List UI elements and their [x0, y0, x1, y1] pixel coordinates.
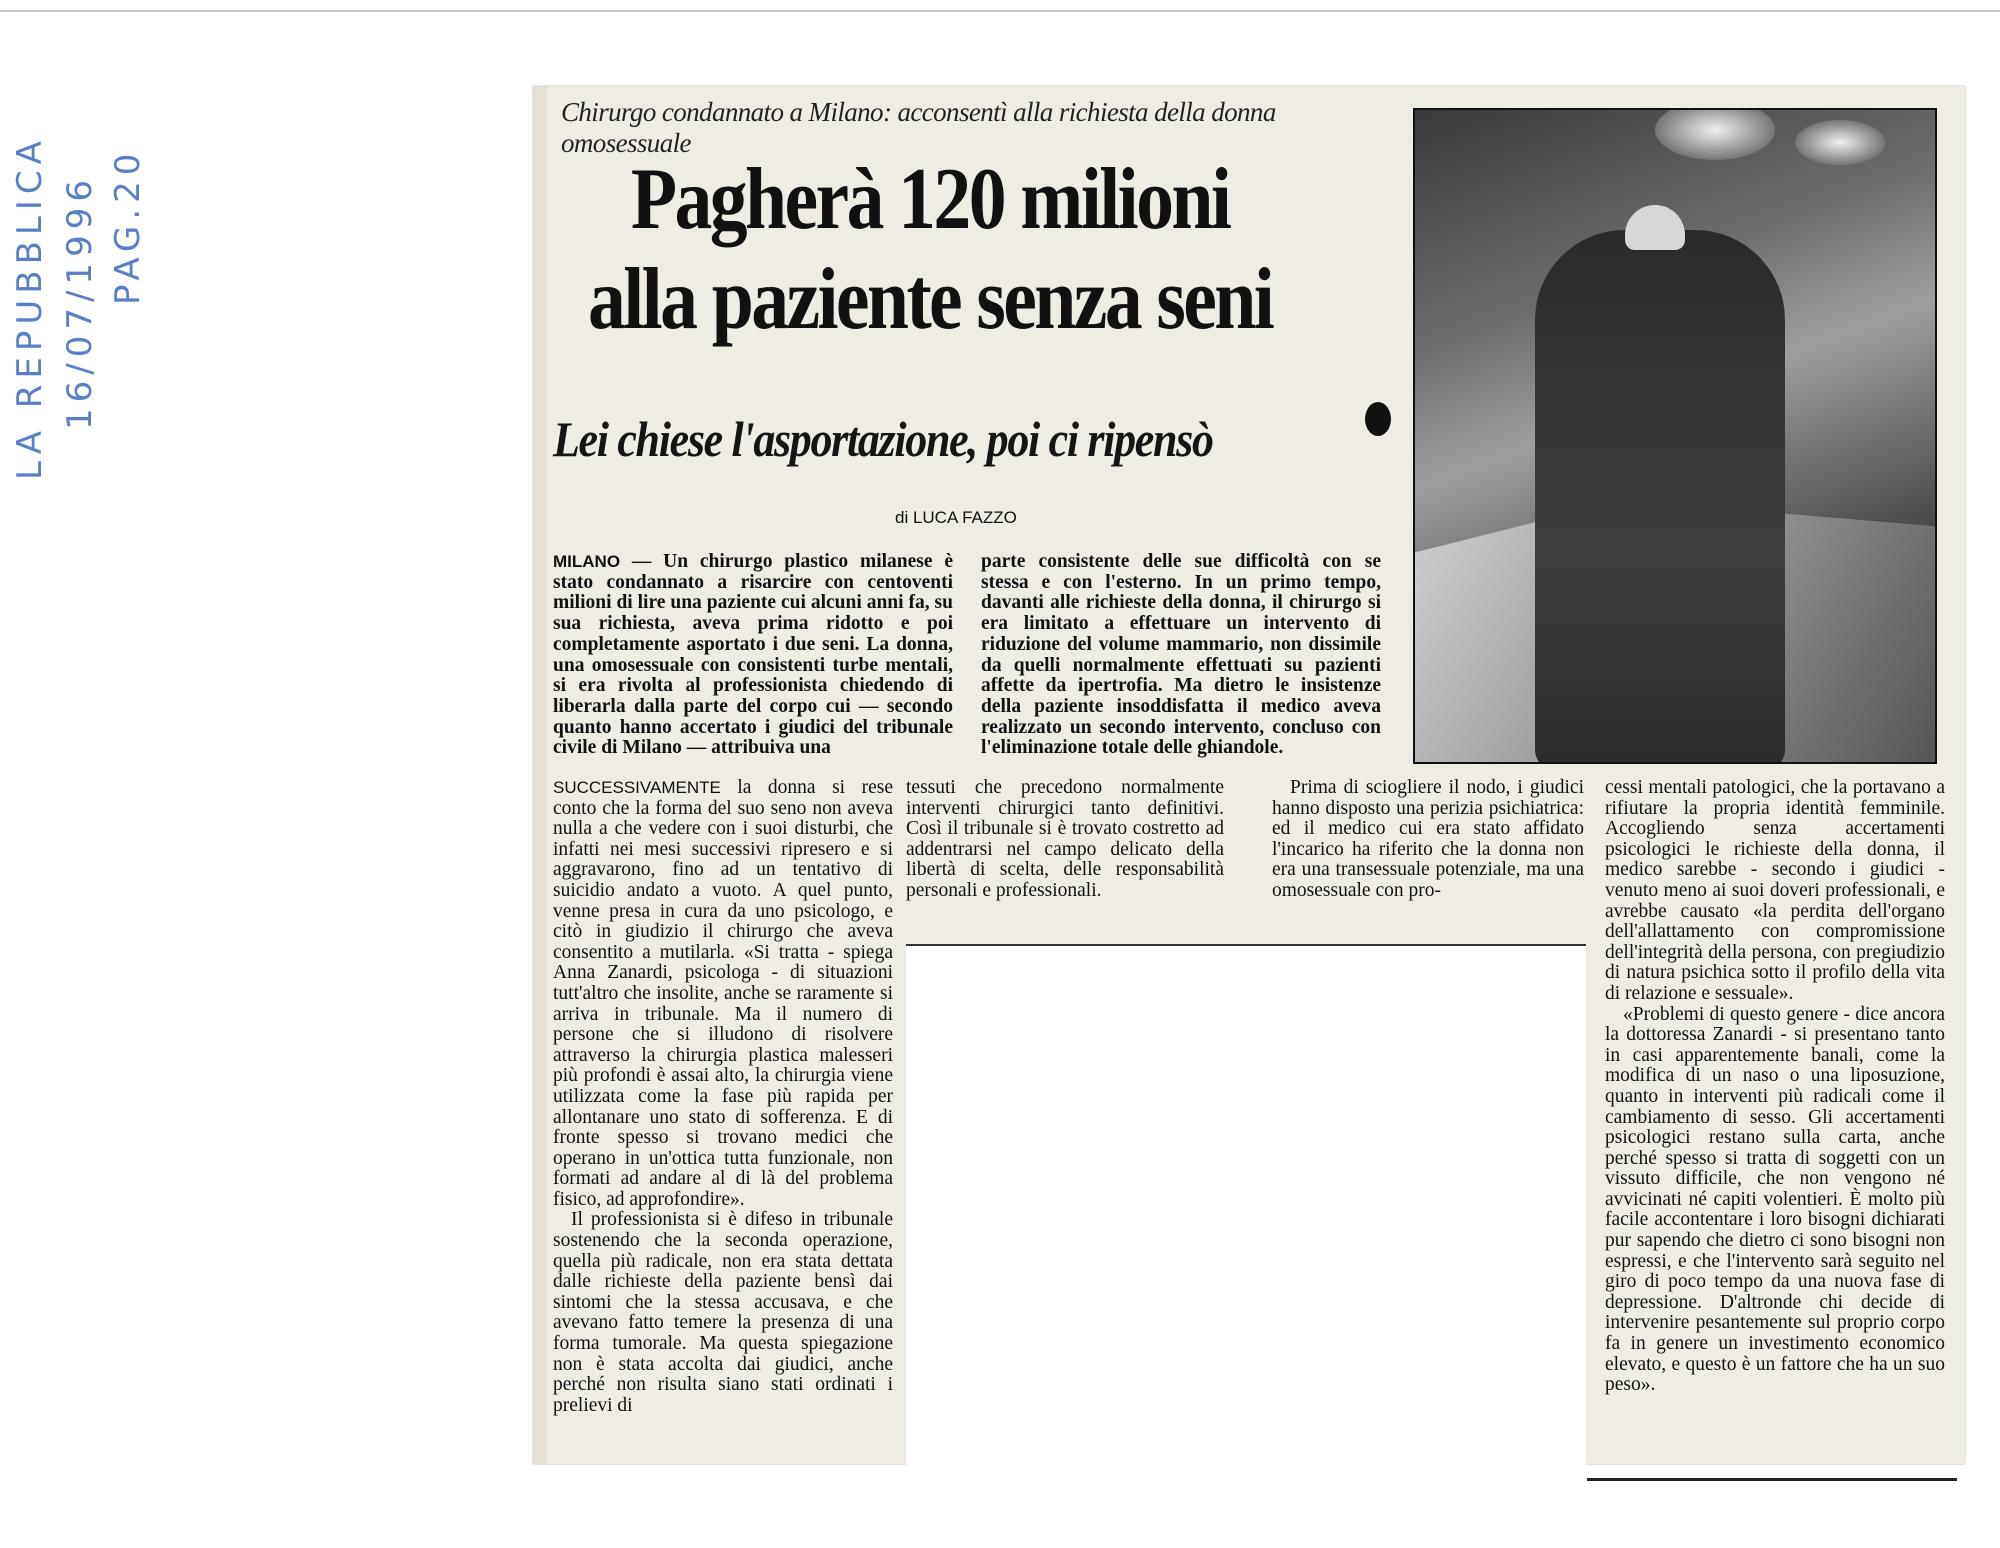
- headline-line-2: alla paziente senza seni: [587, 251, 1273, 348]
- article-headline: [556, 150, 1304, 350]
- body-paragraph: tessuti che precedono normalmente interventi chirurgici tanto definitivi. Così il tribunale si è trovato costretto ad addentrarsi nel campo delicato della libertà di scelta, delle responsabilità personali e professionali.: [906, 777, 1224, 901]
- surgeon-figure: [1535, 230, 1785, 764]
- annotation-page: PAG.20: [108, 147, 148, 305]
- handwritten-annotation: [10, 45, 160, 480]
- body-column-1: [553, 778, 893, 1416]
- annotation-date: 16/07/1996: [60, 174, 100, 430]
- column-end-rule: [1587, 1478, 1957, 1481]
- body-paragraph: «Problemi di questo genere - dice ancora la dottoressa Zanardi - si presentano tanto in casi apparentemente banali, come la modifica di un naso o una liposuzione, quanto in interventi più radicali come il cambiamento di sesso. Gli accertamenti psicologici restano sulla carta, anche perché spesso si tratta di soggetti con un vissuto difficile, che non vengono né avvicinati né capiti volentieri. È molto più facile accontentare i loro bisogni dichiarati pur sapendo che dietro ci sono bisogni non espressi, e che l'intervento sarà seguito nel giro di poco tempo da una nuova fase di depressione. D'altronde chi decide di intervenire pesantemente sul proprio corpo fa in genere un investimento economico elevato, e questo è un fattore che ha un suo peso».: [1605, 1003, 1945, 1396]
- body-paragraph: SUCCESSIVAMENTE la donna si rese conto che la forma del suo seno non aveva nulla a che vedere con i suoi disturbi, che infatti nei mesi successivi ripresero e si aggravarono, fino ad un tentativo di suicidio andato a vuoto. A quel punto, venne presa in cura da uno psicologo, e citò in giudizio il chirurgo che aveva consentito a mutilarla. «Si tratta - spiega Anna Zanardi, psicologa - di situazioni tutt'altro che insolite, anche se raramente si arriva in tribunale. Ma il numero di persone che si illudono di risolvere attraverso la chirurgia plastica malesseri più profondi è assai alto, la chirurgia viene utilizzata come la fase più rapida per allontanare uno stato di sofferenza. E di fronte spesso si trovano medici che operano in un'ottica tutta funzionale, non formati ad andare al di là del problema fisico, ad approfondire».: [553, 777, 893, 1210]
- surgeon-cap: [1625, 205, 1685, 250]
- article-byline: di LUCA FAZZO: [895, 508, 1017, 527]
- body-paragraph: Prima di sciogliere il nodo, i giudici hanno disposto una perizia psichiatrica: ed il medico cui era stato affidato l'incarico ha riferito che la donna non era una transessuale potenziale, ma una omosessuale con pro-: [1272, 777, 1584, 901]
- lead-column-1: [553, 552, 953, 759]
- body-column-4: [1605, 778, 1945, 1396]
- blank-area: [906, 944, 1586, 1466]
- body-paragraph: Il professionista si è difeso in tribunale sostenendo che la seconda operazione, quella più radicale, non era stata dettata dalle richieste della paziente bensì dai sintomi che la stessa accusava, e che avevano fatto temere la presenza di una forma tumorale. Ma questa spiegazione non è stata accolta dai giudici, anche perché non risulta siano stati ordinati i prelievi di: [553, 1209, 893, 1416]
- body-paragraph: cessi mentali patologici, che la portavano a rifiutare la propria identità femminile. Accogliendo senza accertamenti psicologici le richieste della donna, il medico sarebbe - secondo i giudici - venuto meno ai suoi doveri professionali, e avrebbe causato «la perdita dell'organo dell'allattamento con compromissione dell'integrità della persona, con pregiudizio di natura psichica sotto il profilo della vita di relazione e sessuale».: [1605, 777, 1945, 1004]
- surgical-lamp: [1795, 120, 1885, 165]
- dateline: MILANO: [553, 552, 621, 571]
- ink-blot: [1365, 402, 1391, 436]
- article-kicker: Chirurgo condannato a Milano: acconsentì alla richiesta della donna omosessuale: [561, 97, 1276, 158]
- lead-word: SUCCESSIVAMENTE: [553, 778, 721, 797]
- headline-line-1: Pagherà 120 milioni: [630, 151, 1230, 248]
- lead-text-1: — Un chirurgo plastico milanese è stato condannato a risarcire con centoventi milioni di lire una paziente cui alcuni anni fa, su sua richiesta, aveva prima ridotto e poi completamente asportato i due seni. La donna, una omosessuale con consistenti turbe mentali, si era rivolta al professionista chiedendo di liberarla dalla parte del corpo cui — secondo quanto hanno accertato i giudici del tribunale civile di Milano — attribuiva una: [553, 551, 953, 759]
- article-subheadline: Lei chiese l'asportazione, poi ci ripensò: [553, 411, 1213, 467]
- scan-top-edge: [0, 10, 2000, 12]
- operating-room-photo: [1413, 108, 1937, 764]
- clipping-edge: [533, 86, 547, 1464]
- surgical-lamp: [1655, 108, 1775, 160]
- body-column-2: [906, 778, 1224, 902]
- body-column-3: [1272, 778, 1584, 902]
- lead-column-2: parte consistente delle sue difficoltà con se stessa e con l'esterno. In un primo tempo, davanti alle richieste della donna, il chirurgo si era limitato a effettuare un intervento di riduzione del volume mammario, non dissimile da quelli normalmente effettuati su pazienti affette da ipertrofia. Ma dietro le insistenze della paziente insoddisfatta il medico aveva realizzato un secondo intervento, concluso con l'eliminazione totale delle ghiandole.: [981, 551, 1381, 759]
- annotation-newspaper: LA REPUBBLICA: [10, 135, 50, 480]
